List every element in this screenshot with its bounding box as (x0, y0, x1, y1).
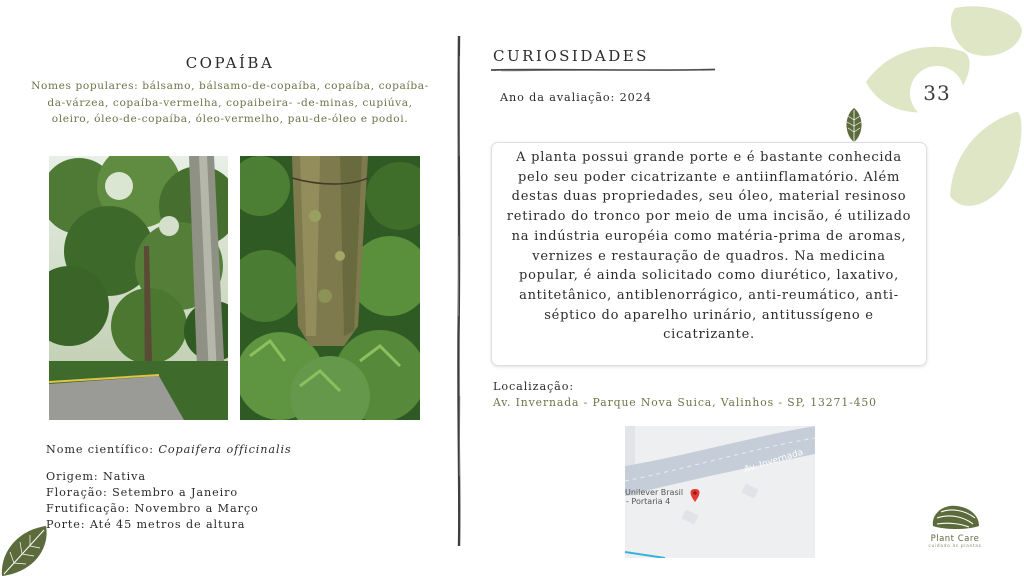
curiosities-heading: CURIOSIDADES (493, 47, 649, 65)
size: Porte: Até 45 metros de altura (46, 518, 246, 531)
origin: Origem: Nativa (46, 470, 146, 483)
location-label: Localização: (493, 380, 575, 393)
map-poi-line1: Unilever Brasil (625, 488, 684, 497)
scientific-name: Copaifera officinalis (158, 443, 292, 456)
page-number-badge: 33 (910, 66, 964, 120)
evaluation-year: Ano da avaliação: 2024 (500, 91, 652, 104)
plant-care-logo (920, 502, 990, 552)
flowering: Floração: Setembro a Janeiro (46, 486, 238, 499)
popular-names: Nomes populares: bálsamo, bálsamo-de-copaíba, copaíba, copaíba-da-várzea, copaíba-vermelha, copaibeira- -de-minas, cupiúva, oleiro, óleo-de-copaíba, óleo-vermelho, pau-de-óleo e podoi. (31, 80, 429, 125)
curiosities-text-box: A planta possui grande porte e é bastante conhecida pelo seu poder cicatrizante e antiinflamatório. Além destas duas propriedades, seu óleo, material resinoso retirado do tronco por meio de uma incisão, é utilizado na indústria européia como matéria-prima de aromas, vernizes e restauração de quadros. Na medicina popular, é ainda solicitado como diurético, laxativo, antitetânico, antiblenorrágico, anti-reumático, anti-séptico do aparelho urinário, antitussígeno e cicatrizante. (491, 142, 927, 366)
map-road-label: Av. Invernada (743, 447, 805, 476)
tree-photo-canopy (49, 156, 228, 420)
location-address[interactable]: Av. Invernada - Parque Nova Suica, Valinhos - SP, 13271-450 (493, 396, 877, 409)
scientific-label: Nome científico: (46, 443, 159, 456)
map-poi-line2: - Portaria 4 (626, 497, 671, 506)
fruiting: Frutificação: Novembro a Março (46, 502, 259, 515)
column-divider (456, 36, 462, 546)
tree-photo-trunk (240, 156, 420, 420)
logo-tagline: cuidado às plantas (928, 544, 982, 549)
location-map[interactable] (625, 426, 815, 558)
plant-facts (46, 469, 259, 533)
plant-care-leaf-icon (927, 502, 983, 530)
decorative-leaf-bottom-left (0, 522, 52, 576)
heading-underline (491, 66, 715, 74)
logo-name: Plant Care (930, 534, 980, 544)
plant-title: COPAÍBA (185, 54, 275, 72)
scientific-name-line (46, 443, 292, 456)
